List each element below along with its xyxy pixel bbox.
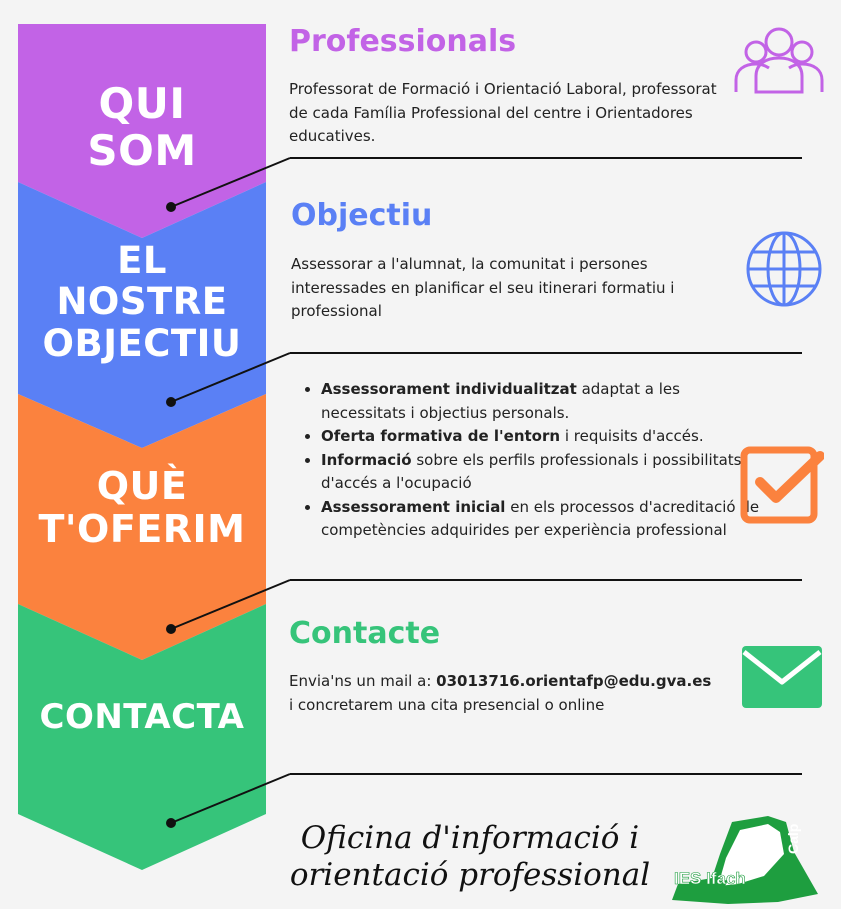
globe-icon	[745, 230, 823, 308]
chevron-label-qui-som: QUI SOM	[87, 79, 197, 176]
connector-dot	[167, 203, 175, 211]
checkbox-icon	[740, 446, 824, 526]
contact-text: Envia'ns un mail a:	[289, 672, 437, 690]
connector-dot	[167, 398, 175, 406]
chevron-label-objectiu: EL NOSTRE OBJECTIU	[42, 239, 242, 365]
envelope-icon	[742, 646, 822, 708]
footer-title: Oficina d'informació i orientació professional	[289, 820, 651, 893]
logo-text: IES Ifach	[674, 869, 746, 888]
email-link[interactable]: 03013716.orientafp@edu.gva.es	[436, 672, 712, 690]
connector-dot	[167, 819, 175, 827]
section-title-contacte: Contacte	[289, 616, 441, 651]
section-title-objectiu: Objectiu	[291, 198, 433, 233]
connector-dot	[167, 625, 175, 633]
list-item: • Oferta formativa de l'entorn i requisits d'accés.	[321, 425, 761, 449]
contact-text: i concretarem una cita presencial o online	[289, 695, 605, 714]
ies-ifach-logo	[668, 814, 824, 906]
list-item: • Informació sobre els perfils professionals i possibilitats d'accés a l'ocupació	[321, 449, 761, 496]
section-text-contacte	[289, 670, 719, 717]
section-title-professionals: Professionals	[289, 24, 517, 59]
people-group-icon	[734, 24, 824, 96]
section-text-objectiu: Assessorar a l'alumnat, la comunitat i persones interessades en planificar el seu itinerari formatiu i professional	[291, 255, 675, 320]
section-text-professionals: Professorat de Formació i Orientació Laboral, professorat de cada Família Professional del centre i Orientadores educatives.	[289, 80, 717, 145]
list-item: • Assessorament individualitzat adaptat a les necessitats i objectius personals.	[321, 378, 761, 425]
chevron-label-oferim: QUÈ T'OFERIM	[38, 464, 246, 551]
chevron-label-contacta: CONTACTA	[39, 697, 245, 737]
list-item: • Assessorament inicial en els processos d'acreditació de competències adquirides per experiència professional	[321, 496, 761, 543]
services-list	[289, 378, 761, 543]
logo-town-text: Calp	[785, 823, 801, 854]
